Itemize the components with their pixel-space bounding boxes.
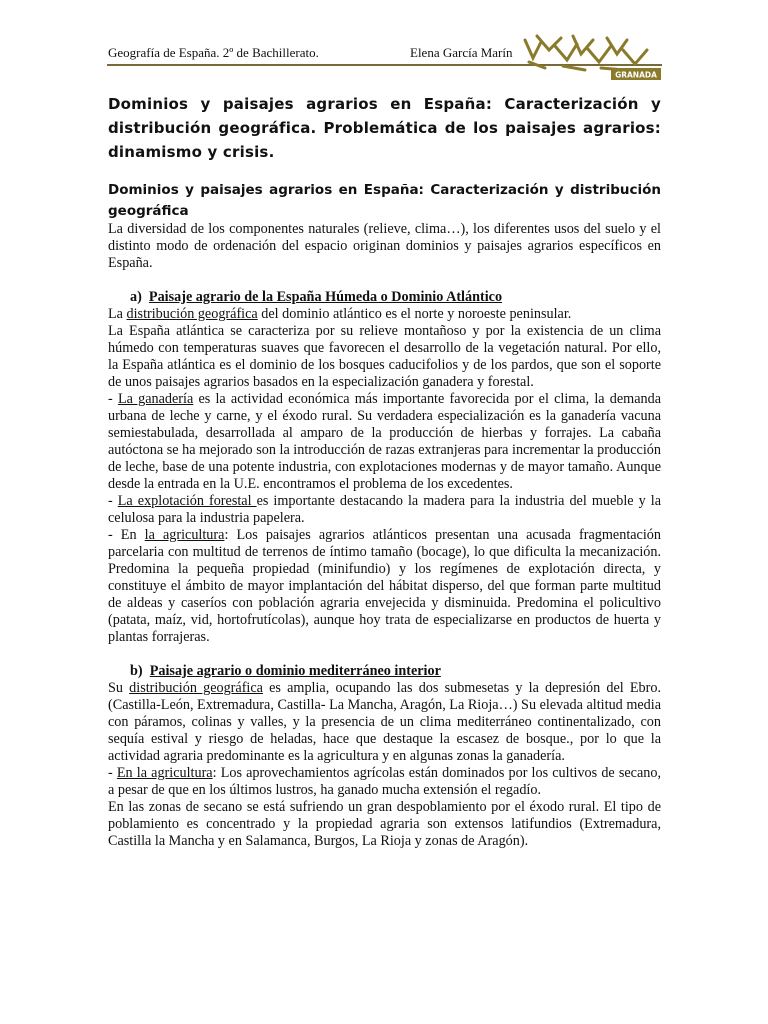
b-distribution-term: distribución geográfica — [129, 680, 263, 696]
a-forestal-paragraph: - La explotación forestal es importante destacando la madera para la industria del mueble y la celulosa para la industria papelera. — [108, 493, 661, 526]
b-agricultura-paragraph: - En la agricultura: Los aprovechamientos agrícolas están dominados por los cultivos de secano, a pesar de que en los últimos lustros, ha ganado mucha extensión el regadío. — [108, 765, 661, 798]
a-ganaderia-paragraph: - La ganadería es la actividad económica más importante favorecida por el clima, la demanda urbana de leche y carne, y el éxodo rural. Su verdadera especialización es la ganadería vacuna semiestabulada, desarrollada al amparo de la producción de hierbas y forrajes. La cabaña autóctona se ha mejorado son la introducción de razas extranjeras para incrementar la producción de leche, base de una potente industria, con explotaciones modernas y de mayor tamaño. Aunque desde la entrada en la U.E. encontramos el problema de los excedentes. — [108, 391, 661, 492]
course-label: Geografía de España. 2º de Bachillerato. — [108, 45, 319, 60]
b-distribution-paragraph: Su distribución geográfica es amplia, ocupando las dos submesetas y la depresión del Ebro. (Castilla-León, Extremadura, Castilla- La Mancha, Aragón, La Rioja…) Su elevada altitud media con páramos, colinas y valles, y la presencia de un clima mediterráneo continentalizado, con sequía estival y riesgo de heladas, hace que destaque la escasez de bosque., por lo que la actividad agraria predominante es la agricultura y en algunas zonas la ganadería. — [108, 680, 661, 764]
a-agricultura-term: la agricultura — [144, 527, 225, 543]
subheading-a — [108, 289, 661, 306]
author-name: Elena García Marín — [410, 45, 513, 60]
a-distribution-term: distribución geográfica — [126, 306, 258, 322]
a-forestal-term: La explotación forestal — [117, 493, 257, 509]
intro-paragraph: La diversidad de los componentes naturales (relieve, clima…), los diferentes usos del suelo y el distinto modo de ordenación del espacio originan dominios y paisajes agrarios específicos en España. — [108, 221, 661, 271]
logo-subtext: GRANADA — [615, 70, 657, 80]
a-agricultura-paragraph: - En la agricultura: Los paisajes agrarios atlánticos presentan una acusada fragmentación parcelaria con multitud de terrenos de íntimo tamaño (bocage), lo que dificulta la mecanización. Predomina la pequeña propiedad (minifundio) y los regímenes de explotación directa, y constituye el ámbito de mayor implantación del hábitat disperso, del que forman parte multitud de aldeas y caseríos con población agraria envejecida y disminuida. Predomina el policultivo (patata, maíz, vid, hortofrutícolas), aunque hoy trata de especializarse en productos de huerta y plantas forrajeras. — [108, 527, 661, 645]
b-secano-paragraph: En las zonas de secano se está sufriendo un gran despoblamiento por el éxodo rural. El tipo de poblamiento es concentrado y la propiedad agraria son extensos latifundios (Extremadura, Castilla la Mancha y en Salamanca, Burgos, La Rioja y zonas de Aragón). — [108, 799, 661, 849]
subheading-b-marker: b) — [130, 663, 143, 679]
page-header — [0, 0, 768, 88]
a-ganaderia-term: La ganadería — [117, 391, 194, 407]
subheading-a-marker: a) — [130, 289, 142, 305]
document-body — [108, 221, 661, 850]
school-logo — [515, 28, 665, 82]
document-title: Dominios y paisajes agrarios en España: Caracterización y distribución geográfica. Problemática de los paisajes agrarios: dinamismo y crisis. — [108, 95, 661, 161]
subheading-a-text: Paisaje agrario de la España Húmeda o Dominio Atlántico — [148, 289, 503, 305]
subheading-b — [108, 663, 661, 680]
b-agricultura-term: En la agricultura — [116, 765, 213, 781]
subheading-b-text: Paisaje agrario o dominio mediterráneo interior — [149, 663, 441, 679]
a-climate-paragraph: La España atlántica se caracteriza por su relieve montañoso y por la existencia de un clima húmedo con temperaturas suaves que favorecen el desarrollo de la vegetación natural. Por ello, la España atlántica es el dominio de los bosques caducifolios y de los pardos, que son el soporte de unos paisajes agrarios basados en la especialización ganadera y forestal. — [108, 323, 661, 390]
section-heading: Dominios y paisajes agrarios en España: Caracterización y distribución geográfica — [108, 182, 661, 219]
a-distribution-paragraph: La distribución geográfica del dominio atlántico es el norte y noroeste peninsular. — [108, 306, 572, 322]
